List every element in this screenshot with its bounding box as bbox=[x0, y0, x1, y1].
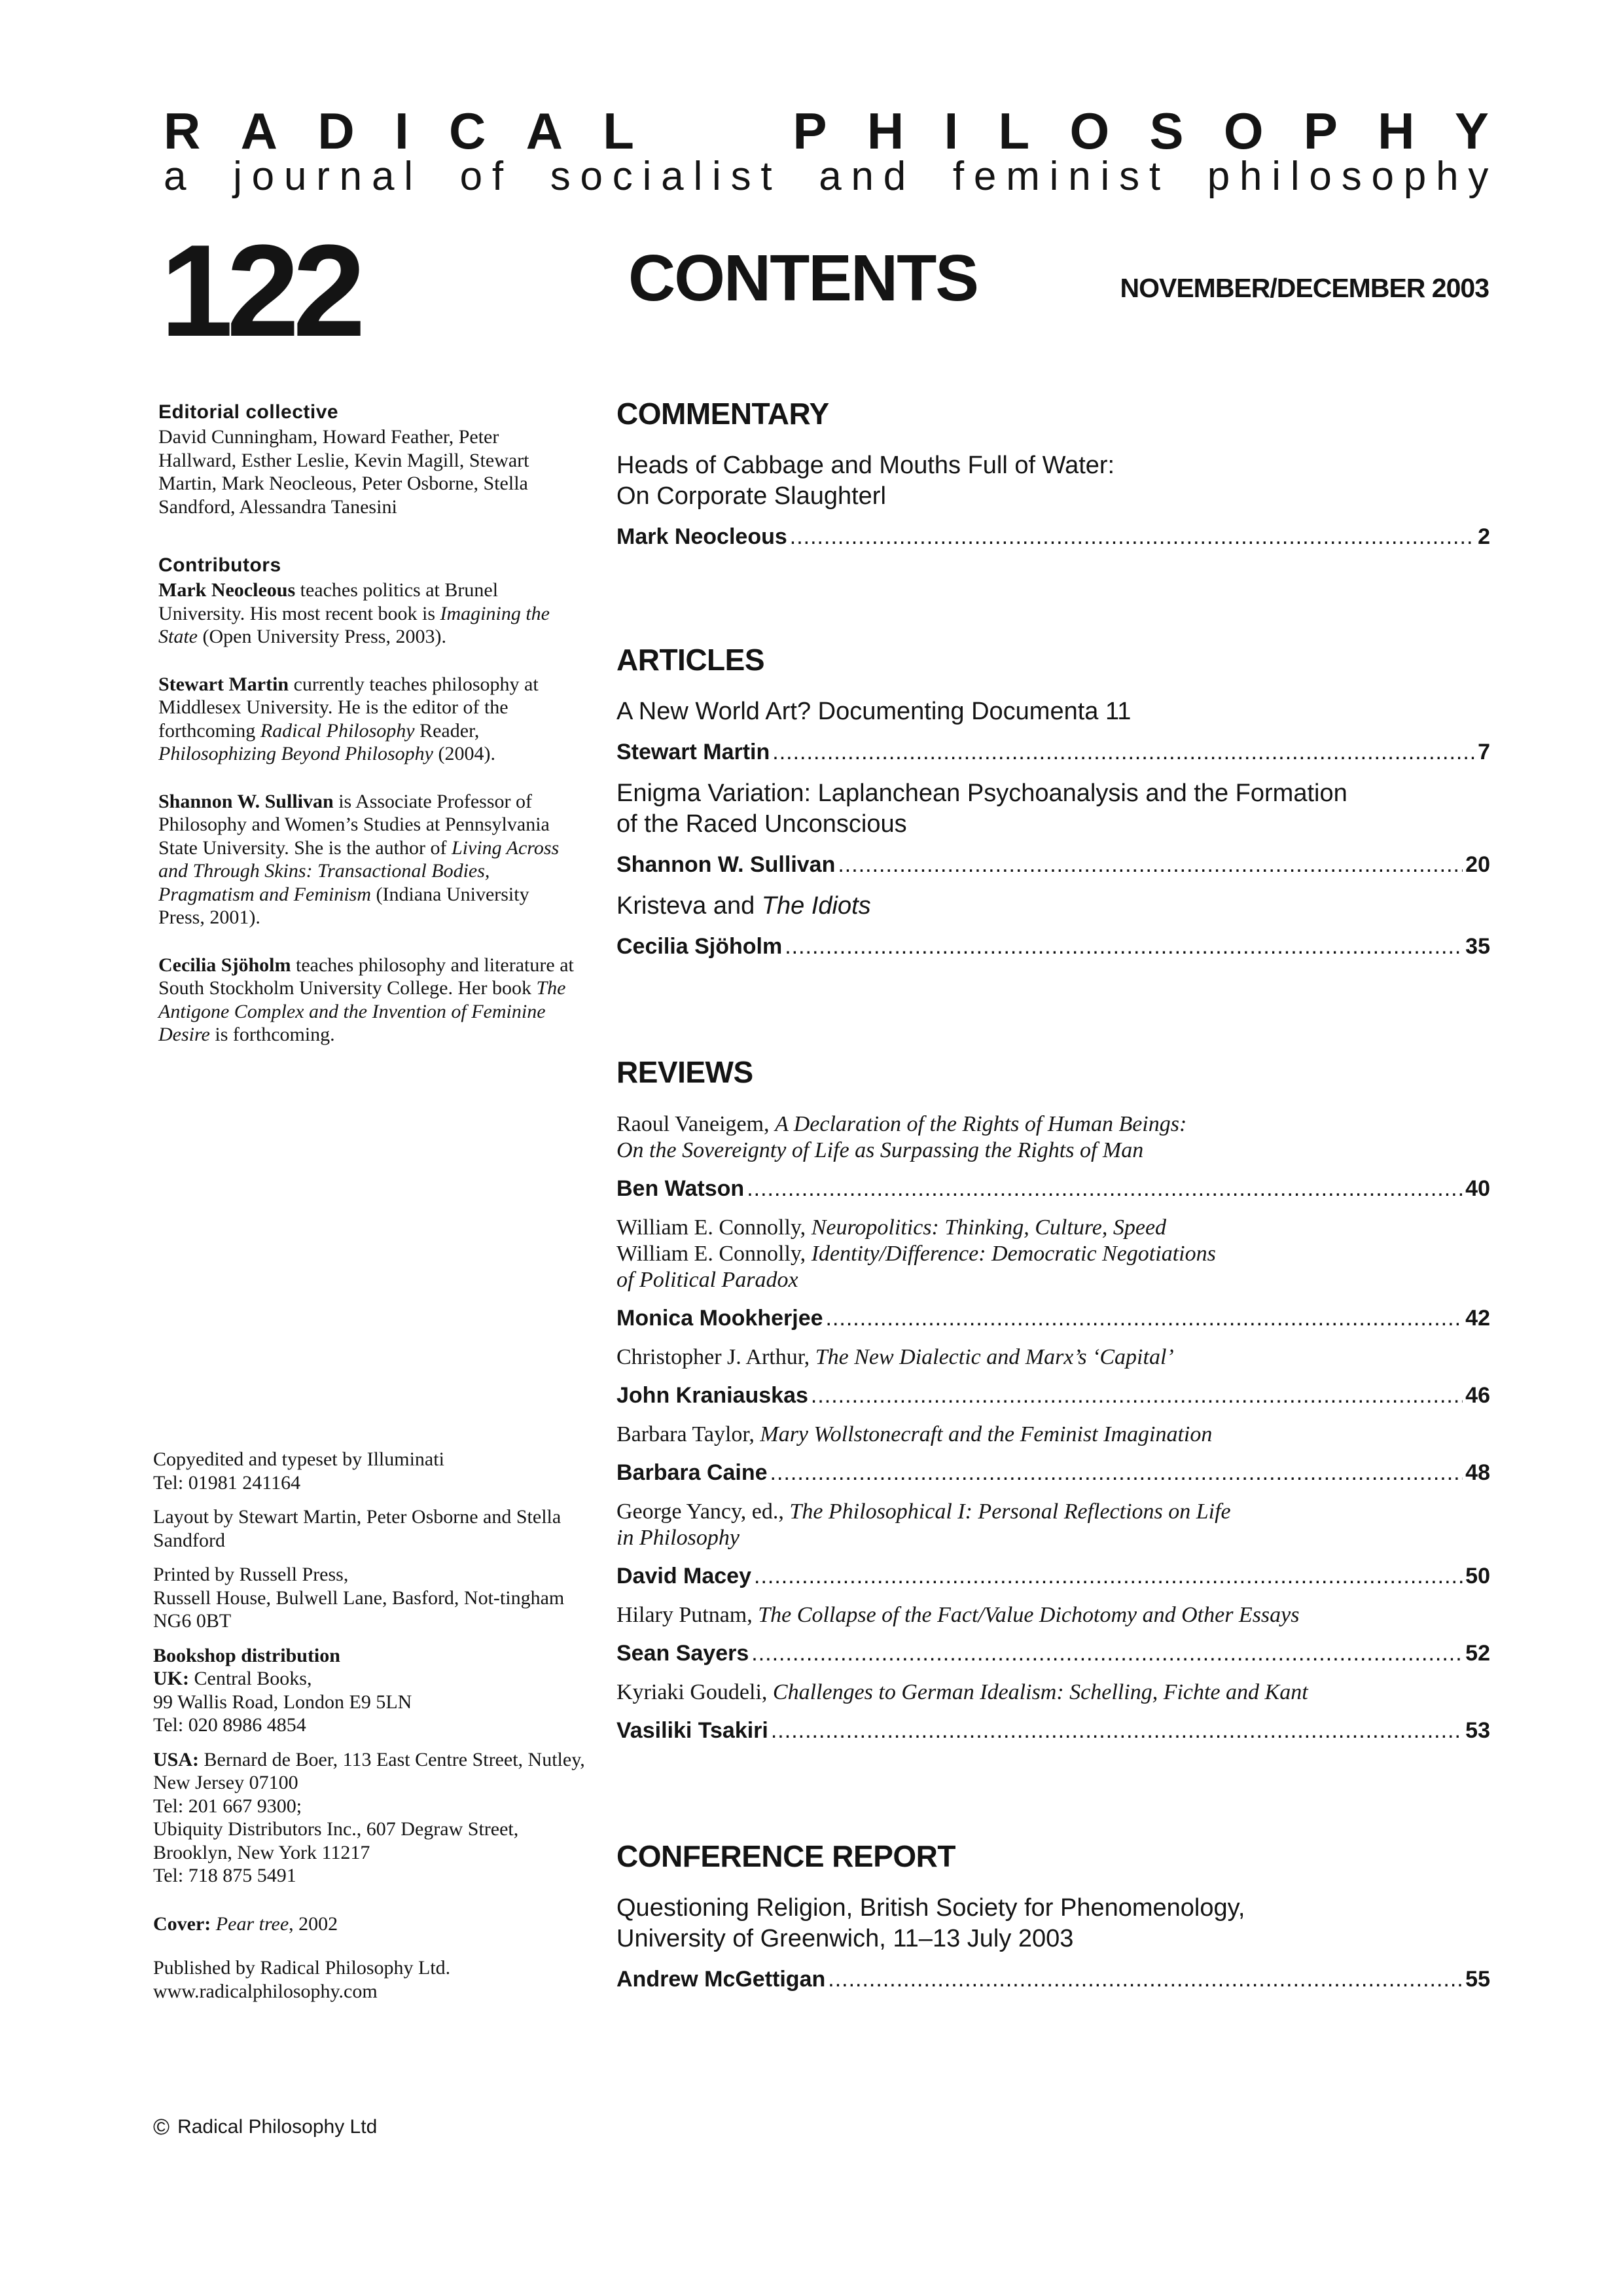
review-entry bbox=[616, 1111, 1490, 1202]
reviewed-books bbox=[616, 1422, 1490, 1448]
title-text: Kristeva and bbox=[616, 892, 762, 920]
layout-note: Layout by Stewart Martin, Peter Osborne and Stella Sandford bbox=[153, 1506, 562, 1551]
book-author: Hilary Putnam, bbox=[616, 1603, 758, 1627]
title-line: Questioning Religion, British Society for Phenomenology, bbox=[616, 1894, 1245, 1922]
reviewed-books bbox=[616, 1679, 1490, 1706]
toc-page-number: 40 bbox=[1465, 1176, 1490, 1201]
distribution-heading: Bookshop distribution bbox=[153, 1644, 340, 1666]
book-author: William E. Connolly, bbox=[616, 1242, 812, 1266]
copyright-text: Radical Philosophy Ltd bbox=[177, 2116, 378, 2138]
editorial-heading: Editorial collective bbox=[158, 401, 339, 423]
toc-entry-title bbox=[616, 1893, 1490, 1954]
bio-text: currently teaches philosophy at Middlesex University. He is the editor of the forthcoming bbox=[158, 673, 539, 742]
bio-text: is Associate Professor of Philosophy and Women’s Studies at Pennsylvania State University. She is the author of bbox=[158, 790, 550, 859]
toc-author: Shannon W. Sullivan bbox=[616, 852, 836, 877]
subtitle-letter: n bbox=[339, 154, 363, 199]
contributors-list bbox=[158, 579, 577, 1047]
subtitle-letter: n bbox=[851, 154, 874, 199]
subtitle-letter: t bbox=[760, 154, 772, 199]
dot-leader bbox=[790, 524, 1475, 550]
subtitle-letter: s bbox=[730, 154, 751, 199]
book-title: The New Dialectic and Marx’s ‘Capital’ bbox=[815, 1345, 1174, 1369]
toc-entry bbox=[616, 891, 1490, 960]
bio-text: teaches politics at Brunel University. His most recent book is bbox=[158, 579, 499, 624]
toc-entry-line bbox=[616, 1563, 1490, 1589]
contributor-bio bbox=[158, 790, 577, 929]
commentary-entries bbox=[616, 450, 1490, 550]
subtitle-letter: a bbox=[661, 154, 684, 199]
issue-date: NOVEMBER/DECEMBER 2003 bbox=[1120, 273, 1489, 303]
conference-entries bbox=[616, 1893, 1490, 1992]
toc-entry bbox=[616, 450, 1490, 550]
subtitle-letter: e bbox=[973, 154, 997, 199]
subtitle-letter: o bbox=[580, 154, 603, 199]
publisher-website: www.radicalphilosophy.com bbox=[153, 1980, 378, 2002]
subtitle-letter: i bbox=[1049, 154, 1059, 199]
subtitle-letter: u bbox=[283, 154, 307, 199]
review-entry bbox=[616, 1602, 1490, 1666]
publisher-note bbox=[153, 1956, 585, 2003]
reviewed-book bbox=[616, 1679, 1490, 1706]
copyedit-tel: Tel: 01981 241164 bbox=[153, 1471, 301, 1494]
book-title-continued: of Political Paradox bbox=[616, 1268, 798, 1292]
journal-subtitle bbox=[164, 147, 1489, 206]
subtitle-letter: a bbox=[371, 154, 395, 199]
toc-entry bbox=[616, 778, 1490, 878]
copyedit-note bbox=[153, 1448, 585, 1494]
toc-page-number: 42 bbox=[1465, 1306, 1490, 1331]
subtitle-letter: i bbox=[1272, 154, 1281, 199]
copyright-icon: © bbox=[153, 2115, 170, 2140]
cover-title: Pear tree bbox=[215, 1912, 289, 1935]
contributor-bio bbox=[158, 579, 577, 649]
title-letter: C bbox=[448, 102, 486, 160]
title-letter: A bbox=[526, 102, 563, 160]
title-letter: O bbox=[1069, 102, 1110, 160]
bio-text: Reader, bbox=[414, 719, 480, 742]
subtitle-letter: i bbox=[1100, 154, 1110, 199]
reviewed-book bbox=[616, 1499, 1490, 1525]
publisher-name: Published by Radical Philosophy Ltd. bbox=[153, 1957, 451, 1979]
reviewed-books bbox=[616, 1215, 1490, 1293]
toc-page-number: 2 bbox=[1478, 524, 1490, 549]
toc-entry-title bbox=[616, 696, 1490, 727]
title-line: Enigma Variation: Laplanchean Psychoanalysis and the Formation bbox=[616, 780, 1347, 807]
title-letter: I bbox=[944, 102, 959, 160]
title-line: On Corporate Slaughterl bbox=[616, 482, 886, 510]
dot-leader bbox=[828, 1966, 1463, 1992]
reviewed-book bbox=[616, 1422, 1490, 1448]
book-author: Barbara Taylor, bbox=[616, 1422, 760, 1446]
review-entry bbox=[616, 1679, 1490, 1744]
subtitle-letter: l bbox=[693, 154, 703, 199]
subtitle-letter: a bbox=[819, 154, 842, 199]
book-title: Philosophizing Beyond Philosophy bbox=[158, 743, 433, 764]
printer-line: Printed by Russell Press, bbox=[153, 1564, 349, 1585]
reviewed-books bbox=[616, 1499, 1490, 1551]
subtitle-letter: n bbox=[1068, 154, 1091, 199]
book-title: Challenges to German Idealism: Schelling, Fichte and Kant bbox=[772, 1680, 1308, 1704]
table-of-contents bbox=[616, 387, 1490, 2005]
section-heading-articles: ARTICLES bbox=[616, 643, 764, 677]
usa-tel: Tel: 201 667 9300; bbox=[153, 1795, 302, 1817]
usa-distributor: Bernard de Boer, 113 East Centre Street, Nutley, New Jersey 07100 bbox=[153, 1748, 585, 1793]
subtitle-letter: l bbox=[1290, 154, 1300, 199]
book-title: Neuropolitics: Thinking, Culture, Speed bbox=[811, 1215, 1167, 1240]
bio-text: (Open University Press, 2003). bbox=[198, 626, 446, 647]
section-heading-commentary: COMMENTARY bbox=[616, 397, 829, 431]
title-italic: The Idiots bbox=[761, 892, 871, 920]
bio-text: (Indiana University Press, 2001). bbox=[158, 883, 529, 928]
subtitle-letter: r bbox=[316, 154, 330, 199]
cover-label: Cover: bbox=[153, 1912, 211, 1935]
subtitle-letter: y bbox=[1468, 154, 1489, 199]
toc-author: Andrew McGettigan bbox=[616, 1967, 826, 1992]
title-letter: H bbox=[1378, 102, 1415, 160]
title-letter: I bbox=[394, 102, 409, 160]
title-letter: H bbox=[866, 102, 904, 160]
contributors-heading: Contributors bbox=[158, 554, 281, 576]
book-author: Raoul Vaneigem, bbox=[616, 1112, 776, 1136]
subtitle-letter: p bbox=[1207, 154, 1230, 199]
review-entry bbox=[616, 1499, 1490, 1589]
subtitle-letter: i bbox=[642, 154, 652, 199]
dot-leader bbox=[771, 1717, 1463, 1744]
title-letter: O bbox=[1223, 102, 1264, 160]
subtitle-letter: j bbox=[233, 154, 242, 199]
book-author: Kyriaki Goudeli, bbox=[616, 1680, 773, 1704]
bio-text: (2004). bbox=[433, 743, 495, 764]
subtitle-letter: o bbox=[1371, 154, 1394, 199]
editorial-names: David Cunningham, Howard Feather, Peter Hallward, Esther Leslie, Kevin Magill, Stewart Martin, Mark Neocleous, Peter Osborne, Stella Sandford, Alessandra Tanesini bbox=[158, 426, 529, 518]
dot-leader bbox=[772, 739, 1475, 765]
toc-author: Ben Watson bbox=[616, 1176, 745, 1201]
toc-author: Stewart Martin bbox=[616, 740, 770, 764]
toc-author: John Kraniauskas bbox=[616, 1383, 808, 1408]
toc-entry-title bbox=[616, 891, 1490, 922]
uk-tel: Tel: 020 8986 4854 bbox=[153, 1714, 306, 1736]
title-letter: D bbox=[317, 102, 355, 160]
printer-address: Russell House, Bulwell Lane, Basford, Not-tingham NG6 0BT bbox=[153, 1587, 565, 1632]
book-title: Living Across and Through Skins: Transactional Bodies, Pragmatism and Feminism bbox=[158, 836, 560, 905]
toc-entry-line bbox=[616, 739, 1490, 765]
title-letter: R bbox=[164, 102, 201, 160]
book-title-continued: On the Sovereignty of Life as Surpassing the Rights of Man bbox=[616, 1138, 1144, 1162]
section-heading-reviews: REVIEWS bbox=[616, 1055, 753, 1089]
copyedit-line: Copyedited and typeset by Illuminati bbox=[153, 1448, 444, 1470]
reviewed-book bbox=[616, 1602, 1490, 1628]
title-letter: P bbox=[1303, 102, 1338, 160]
toc-page-number: 53 bbox=[1465, 1718, 1490, 1743]
subtitle-letter: m bbox=[1006, 154, 1040, 199]
toc-entry-line bbox=[616, 852, 1490, 878]
reviewed-book bbox=[616, 1344, 1490, 1371]
subtitle-letter: p bbox=[1403, 154, 1427, 199]
toc-author: Monica Mookherjee bbox=[616, 1306, 823, 1331]
subtitle-letter: i bbox=[712, 154, 721, 199]
section-heading-conference: CONFERENCE REPORT bbox=[616, 1839, 955, 1873]
toc-author: Mark Neocleous bbox=[616, 524, 787, 549]
toc-page-number: 20 bbox=[1465, 852, 1490, 877]
articles-entries bbox=[616, 696, 1490, 960]
title-letter: A bbox=[240, 102, 277, 160]
toc-author: Vasiliki Tsakiri bbox=[616, 1718, 768, 1743]
reviewed-book bbox=[616, 1111, 1490, 1138]
printer-note bbox=[153, 1563, 585, 1633]
toc-author: David Macey bbox=[616, 1564, 751, 1588]
contributor-bio bbox=[158, 954, 577, 1047]
masthead-sidebar bbox=[158, 399, 577, 1071]
contributor-name: Cecilia Sjöholm bbox=[158, 954, 291, 976]
uk-distribution bbox=[153, 1667, 585, 1737]
book-title-continued: in Philosophy bbox=[616, 1526, 740, 1550]
cover-note bbox=[153, 1912, 585, 1936]
dot-leader bbox=[754, 1563, 1463, 1589]
toc-entry-title bbox=[616, 778, 1490, 840]
subtitle-letter: f bbox=[491, 154, 504, 199]
title-letter: S bbox=[1149, 102, 1184, 160]
title-letter: L bbox=[998, 102, 1030, 160]
toc-page-number: 52 bbox=[1465, 1641, 1490, 1666]
review-entry bbox=[616, 1344, 1490, 1408]
contributor-name: Shannon W. Sullivan bbox=[158, 790, 334, 812]
usa-label: USA: bbox=[153, 1748, 200, 1770]
book-title: Radical Philosophy bbox=[260, 719, 415, 742]
subtitle-letter: s bbox=[550, 154, 571, 199]
toc-page-number: 50 bbox=[1465, 1564, 1490, 1588]
uk-distributor: Central Books, bbox=[189, 1668, 312, 1689]
toc-page-number: 48 bbox=[1465, 1460, 1490, 1485]
subtitle-letter: f bbox=[952, 154, 965, 199]
reviewed-book bbox=[616, 1215, 1490, 1241]
title-letter: L bbox=[603, 102, 634, 160]
uk-address: 99 Wallis Road, London E9 5LN bbox=[153, 1691, 412, 1713]
reviews-entries bbox=[616, 1111, 1490, 1744]
subtitle-letter: o bbox=[251, 154, 275, 199]
toc-page-number: 46 bbox=[1465, 1383, 1490, 1408]
reviewed-books bbox=[616, 1602, 1490, 1628]
book-title: Identity/Difference: Democratic Negotiations bbox=[811, 1242, 1216, 1266]
book-title: Imagining the State bbox=[158, 602, 550, 647]
reviewed-books bbox=[616, 1111, 1490, 1164]
subtitle-letter: l bbox=[404, 154, 414, 199]
dot-leader bbox=[747, 1175, 1463, 1202]
subtitle-letter: c bbox=[612, 154, 633, 199]
contributor-bio bbox=[158, 673, 577, 766]
contributor-name: Stewart Martin bbox=[158, 673, 289, 695]
toc-entry-line bbox=[616, 1382, 1490, 1408]
toc-author: Barbara Caine bbox=[616, 1460, 768, 1485]
subtitle-letter: d bbox=[883, 154, 906, 199]
review-entry bbox=[616, 1215, 1490, 1331]
toc-entry-line bbox=[616, 1460, 1490, 1486]
book-title: The Philosophical I: Personal Reflections on Life bbox=[789, 1499, 1231, 1524]
dot-leader bbox=[785, 933, 1463, 960]
contributor-name: Mark Neocleous bbox=[158, 579, 296, 601]
usa-distribution bbox=[153, 1748, 585, 1888]
title-line: Heads of Cabbage and Mouths Full of Water: bbox=[616, 452, 1115, 479]
dot-leader bbox=[770, 1460, 1463, 1486]
toc-page-number: 7 bbox=[1478, 740, 1490, 764]
subtitle-letter: t bbox=[1149, 154, 1161, 199]
dot-leader bbox=[811, 1382, 1463, 1408]
bio-text: is forthcoming. bbox=[209, 1024, 335, 1045]
production-info bbox=[153, 1448, 585, 2003]
toc-entry-line bbox=[616, 1717, 1490, 1744]
toc-entry-line bbox=[616, 524, 1490, 550]
subtitle-letter: s bbox=[1119, 154, 1140, 199]
book-author: George Yancy, ed., bbox=[616, 1499, 790, 1524]
toc-page-number: 55 bbox=[1465, 1967, 1490, 1992]
copyright-notice bbox=[153, 2114, 377, 2140]
subtitle-letter: o bbox=[459, 154, 483, 199]
toc-entry-title bbox=[616, 450, 1490, 512]
dot-leader bbox=[751, 1640, 1463, 1666]
subtitle-letter: h bbox=[1436, 154, 1459, 199]
usa-tel-2: Tel: 718 875 5491 bbox=[153, 1865, 296, 1886]
toc-author: Cecilia Sjöholm bbox=[616, 934, 783, 959]
cover-year: , 2002 bbox=[289, 1912, 338, 1935]
book-title: The Collapse of the Fact/Value Dichotomy and Other Essays bbox=[758, 1603, 1300, 1627]
title-letter: Y bbox=[1454, 102, 1489, 160]
book-author: William E. Connolly, bbox=[616, 1215, 812, 1240]
issue-number: 122 bbox=[160, 218, 359, 364]
toc-entry-line bbox=[616, 1175, 1490, 1202]
bio-text: teaches philosophy and literature at South Stockholm University College. Her book bbox=[158, 954, 574, 999]
toc-page-number: 35 bbox=[1465, 934, 1490, 959]
toc-entry-line bbox=[616, 1966, 1490, 1992]
toc-author: Sean Sayers bbox=[616, 1641, 749, 1666]
toc-entry-line bbox=[616, 1640, 1490, 1666]
title-line: University of Greenwich, 11–13 July 2003 bbox=[616, 1925, 1074, 1952]
title-line: of the Raced Unconscious bbox=[616, 810, 907, 838]
book-author: Christopher J. Arthur, bbox=[616, 1345, 815, 1369]
review-entry bbox=[616, 1422, 1490, 1486]
reviewed-books bbox=[616, 1344, 1490, 1371]
subtitle-letter: h bbox=[1239, 154, 1262, 199]
subtitle-letter: s bbox=[1341, 154, 1362, 199]
dot-leader bbox=[838, 852, 1463, 878]
subtitle-letter: a bbox=[164, 154, 187, 199]
book-title: Mary Wollstonecraft and the Feminist Imagination bbox=[760, 1422, 1213, 1446]
toc-entry-line bbox=[616, 1305, 1490, 1331]
dot-leader bbox=[826, 1305, 1463, 1331]
usa-distributor-2: Ubiquity Distributors Inc., 607 Degraw Street, Brooklyn, New York 11217 bbox=[153, 1818, 519, 1863]
title-letter: P bbox=[793, 102, 827, 160]
contents-heading: CONTENTS bbox=[628, 242, 978, 315]
uk-label: UK: bbox=[153, 1668, 189, 1689]
subtitle-letter: o bbox=[1309, 154, 1332, 199]
toc-entry bbox=[616, 1893, 1490, 1992]
reviewed-book bbox=[616, 1241, 1490, 1267]
book-title: The Antigone Complex and the Invention of Feminine Desire bbox=[158, 977, 566, 1045]
toc-entry-line bbox=[616, 933, 1490, 960]
toc-entry bbox=[616, 696, 1490, 765]
book-title: A Declaration of the Rights of Human Beings: bbox=[775, 1112, 1187, 1136]
title-line: A New World Art? Documenting Documenta 11 bbox=[616, 698, 1132, 725]
